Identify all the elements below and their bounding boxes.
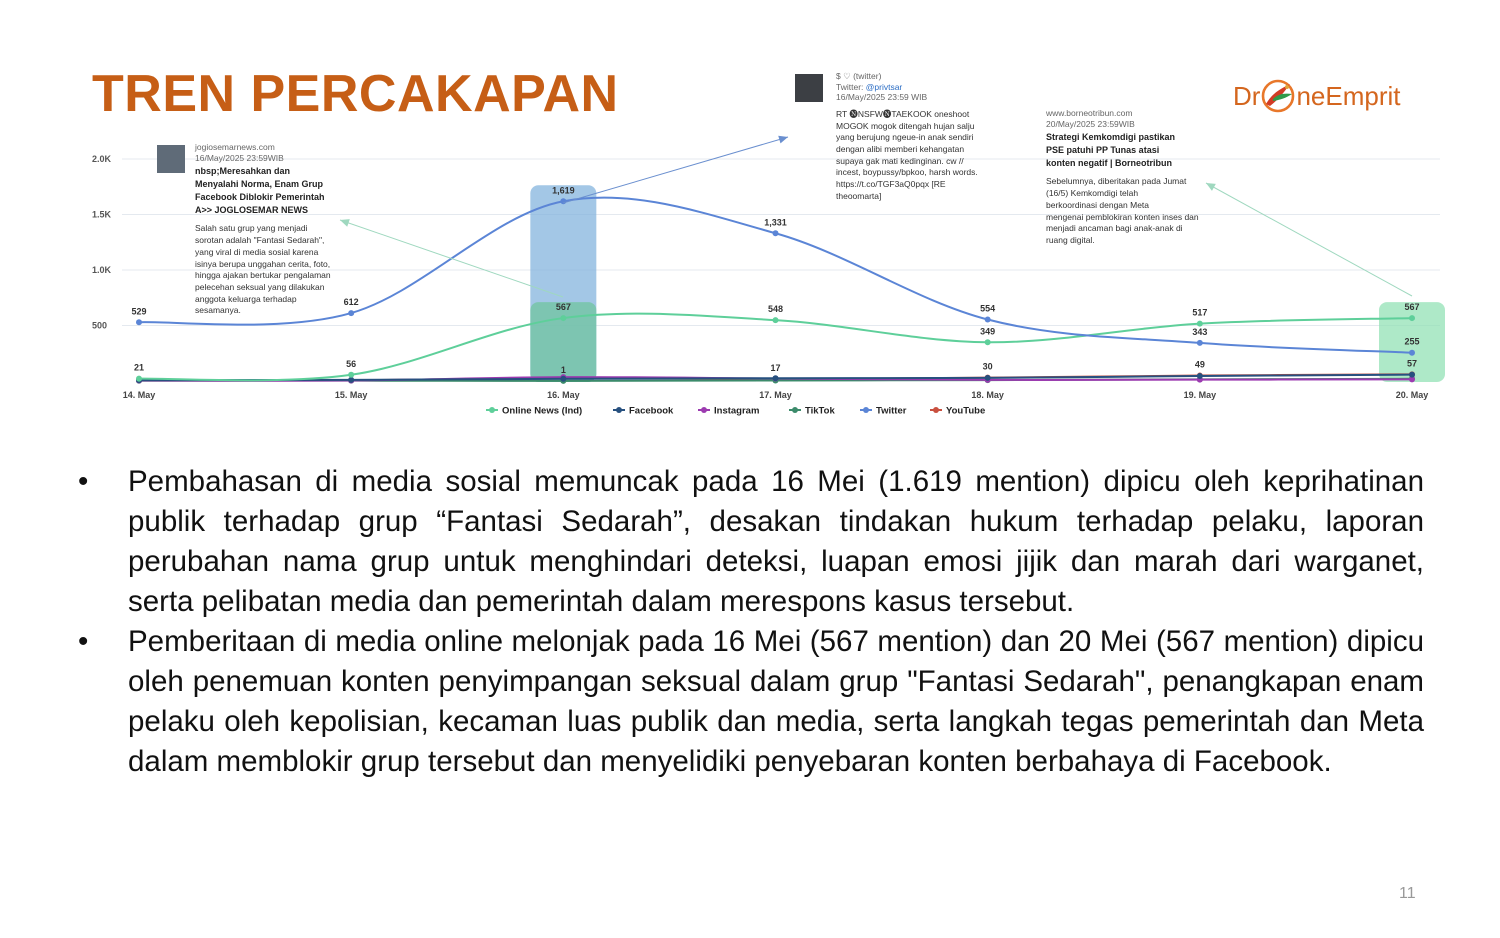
data-label: 567 — [1404, 302, 1420, 313]
data-point — [985, 317, 991, 323]
data-point — [136, 319, 142, 325]
bullet-text: Pemberitaan di media online melonjak pada 16 Mei (567 mention) dan 20 Mei (567 mention) dipicu oleh penemuan konten penyimpangan seksual dalam grup "Fantasi Sedarah", penangkapan enam pelaku oleh kepolisian, kecaman luas publik dan media, serta langkah tegas pemerintah dan Meta dalam memblokir grup tersebut dan menyelidiki penyebaran konten berbahaya di Facebook. — [128, 625, 1424, 778]
body-line: pelecehan seksual yang dilakukan — [195, 282, 325, 293]
data-label: 567 — [555, 302, 571, 313]
body-line: yang berujung ngeue-in anak sendiri — [836, 132, 974, 143]
annotation-joglosemar — [195, 142, 345, 317]
x-tick-label: 19. May — [1183, 390, 1217, 400]
body-line: menjadi ancaman bagi anak-anak di — [1046, 223, 1183, 234]
annotation-source: www.borneotribun.com — [1046, 108, 1133, 118]
data-point — [348, 377, 354, 383]
body-line: mengenai pemblokiran konten inses dan — [1046, 211, 1199, 222]
annotation-date: 20/May/2025 23:59WIB — [1046, 118, 1135, 129]
annotation-body — [195, 223, 345, 317]
legend-swatch — [863, 407, 869, 413]
y-tick-label: 1.5K — [92, 209, 112, 220]
annotation-source: $ ♡ (twitter) — [836, 71, 882, 81]
bullet-item — [78, 622, 1424, 782]
data-label: 612 — [343, 297, 359, 308]
annotation-handle — [836, 82, 1011, 93]
y-tick-label: 1.0K — [92, 265, 112, 275]
body-line: dengan alibi memberi kehangatan — [836, 144, 965, 155]
body-line: theoomarta] — [836, 190, 882, 201]
drone-bird-icon — [1256, 76, 1300, 116]
data-label: 1 — [560, 364, 566, 375]
body-line: sorotan adalah "Fantasi Sedarah", — [195, 235, 325, 246]
legend-swatch — [792, 407, 798, 413]
data-label: 56 — [346, 358, 357, 369]
data-point — [985, 375, 991, 381]
data-label: 1,331 — [764, 217, 787, 228]
body-line: isinya berupa unggahan cerita, foto, — [195, 258, 331, 269]
annotation-source: jogiosemarnews.com — [195, 142, 275, 152]
y-tick-label: 2.0K — [92, 154, 112, 164]
bullet-text: Pembahasan di media sosial memuncak pada 16 Mei (1.619 mention) dipicu oleh keprihatinan publik terhadap grup “Fantasi Sedarah”, desakan tindakan hukum terhadap pelaku, laporan perubahan nama grup untuk menghindari deteksi, luapan emosi jijik dan marah dari warganet, serta pelibatan media dan pemerintah dalam merespons kasus tersebut. — [128, 465, 1424, 618]
x-tick-label: 14. May — [122, 390, 156, 400]
page-number: 11 — [1399, 885, 1416, 902]
body-line: ruang digital. — [1046, 234, 1095, 245]
data-label: 343 — [1192, 326, 1208, 337]
body-line: yang viral di media sosial karena — [195, 246, 319, 257]
data-label: 1,619 — [552, 185, 575, 196]
body-line: https://t.co/TGF3aQ0pqx [RE — [836, 179, 946, 190]
headline-line: nbsp;Meresahkan dan — [195, 166, 291, 177]
data-point — [560, 315, 566, 321]
data-label: 49 — [1194, 359, 1205, 370]
data-label: 255 — [1404, 336, 1420, 347]
body-line: RT 🅝NSFW🅝TAEKOOK oneshoot — [836, 108, 970, 119]
data-point — [1197, 340, 1203, 346]
data-point — [1409, 315, 1415, 321]
handle-prefix: Twitter: — [836, 81, 866, 92]
annotation-date: 16/May/2025 23:59WIB — [195, 152, 284, 163]
annotation-borneotribun — [1046, 108, 1221, 247]
annotation-arrow — [340, 220, 563, 297]
legend-swatch — [616, 407, 622, 413]
data-label: 30 — [982, 361, 993, 372]
legend-swatch — [933, 407, 939, 413]
x-tick-label: 17. May — [759, 390, 792, 400]
annotation-headline — [195, 165, 345, 217]
body-line: Sebelumnya, diberitakan pada Jumat — [1046, 176, 1187, 187]
data-point — [348, 372, 354, 378]
body-line: (16/5) Kemkomdigi telah — [1046, 188, 1139, 199]
data-point — [773, 317, 779, 323]
body-line: sesamanya. — [195, 305, 241, 316]
annotation-date: 16/May/2025 23:59 WIB — [836, 92, 928, 103]
data-point — [348, 310, 354, 316]
bullet-marker: • — [78, 625, 89, 658]
body-line: hingga ajakan bertukar pengalaman — [195, 270, 331, 281]
body-line: MOGOK mogok ditengah hujan salju — [836, 120, 975, 131]
body-line: anggota keluarga terhadap — [195, 293, 297, 304]
data-point — [985, 339, 991, 345]
body-line: Salah satu grup yang menjadi — [195, 223, 308, 234]
data-point — [773, 230, 779, 236]
data-label: 349 — [980, 326, 996, 337]
data-label: 517 — [1192, 307, 1208, 318]
data-point — [560, 376, 566, 382]
legend-item: Online News (Ind) — [502, 405, 583, 417]
y-tick-label: 500 — [92, 320, 108, 331]
headline-line: PSE patuhi PP Tunas atasi — [1046, 145, 1160, 156]
annotation-thumbnail — [157, 145, 185, 173]
x-tick-label: 18. May — [971, 390, 1004, 400]
data-point — [1409, 372, 1415, 378]
body-line: supaya gak mati kedinginan. cw // — [836, 155, 964, 166]
data-label: 21 — [133, 362, 145, 373]
body-line: incest, boypussy/bpkoo, harsh words. — [836, 167, 978, 178]
bullet-list — [78, 462, 1424, 782]
x-tick-label: 15. May — [334, 390, 368, 400]
x-tick-label: 16. May — [547, 390, 580, 400]
legend-item: Twitter — [876, 405, 907, 417]
annotation-thumbnail — [795, 74, 823, 102]
data-point — [136, 376, 142, 382]
legend-item: YouTube — [946, 405, 986, 417]
body-line: berkoordinasi dengan Meta — [1046, 199, 1150, 210]
data-point — [1409, 350, 1415, 356]
data-point — [1197, 321, 1203, 327]
headline-line: konten negatif | Borneotribun — [1046, 158, 1173, 169]
headline-line: Facebook Diblokir Pemerintah — [195, 192, 325, 203]
data-label: 57 — [1406, 358, 1418, 369]
slide-title: TREN PERCAKAPAN — [92, 65, 619, 123]
legend-swatch — [489, 407, 495, 413]
legend-swatch — [701, 407, 707, 413]
x-tick-label: 20. May — [1395, 390, 1429, 400]
annotation-body — [1046, 176, 1221, 246]
annotation-arrow — [1206, 183, 1412, 296]
bullet-item — [78, 462, 1424, 622]
arrow-head — [778, 136, 788, 144]
data-label: 529 — [131, 306, 147, 317]
data-label: 548 — [767, 304, 784, 315]
data-label: 554 — [980, 303, 996, 314]
logo-text-part2: neEmprit — [1296, 80, 1401, 111]
headline-line: Menyalahi Norma, Enam Grup — [195, 179, 324, 190]
annotation-arrow — [563, 137, 788, 203]
legend-item: Instagram — [714, 405, 760, 417]
droneemprit-logo — [1233, 76, 1400, 116]
handle-link[interactable]: @privtsar — [865, 81, 903, 92]
logo-text-part1: Dr — [1233, 80, 1261, 111]
headline-line: A>> JOGLOSEMAR NEWS — [195, 205, 309, 216]
annotation-twitter — [836, 71, 1011, 203]
annotation-headline — [1046, 131, 1221, 170]
legend-item: Facebook — [629, 405, 674, 417]
legend-item: TikTok — [805, 405, 835, 417]
bullet-marker: • — [78, 465, 89, 498]
data-point — [773, 375, 779, 381]
data-point — [1197, 373, 1203, 379]
headline-line: Strategi Kemkomdigi pastikan — [1046, 132, 1176, 143]
data-label: 17 — [770, 363, 781, 374]
annotation-body — [836, 109, 1011, 203]
